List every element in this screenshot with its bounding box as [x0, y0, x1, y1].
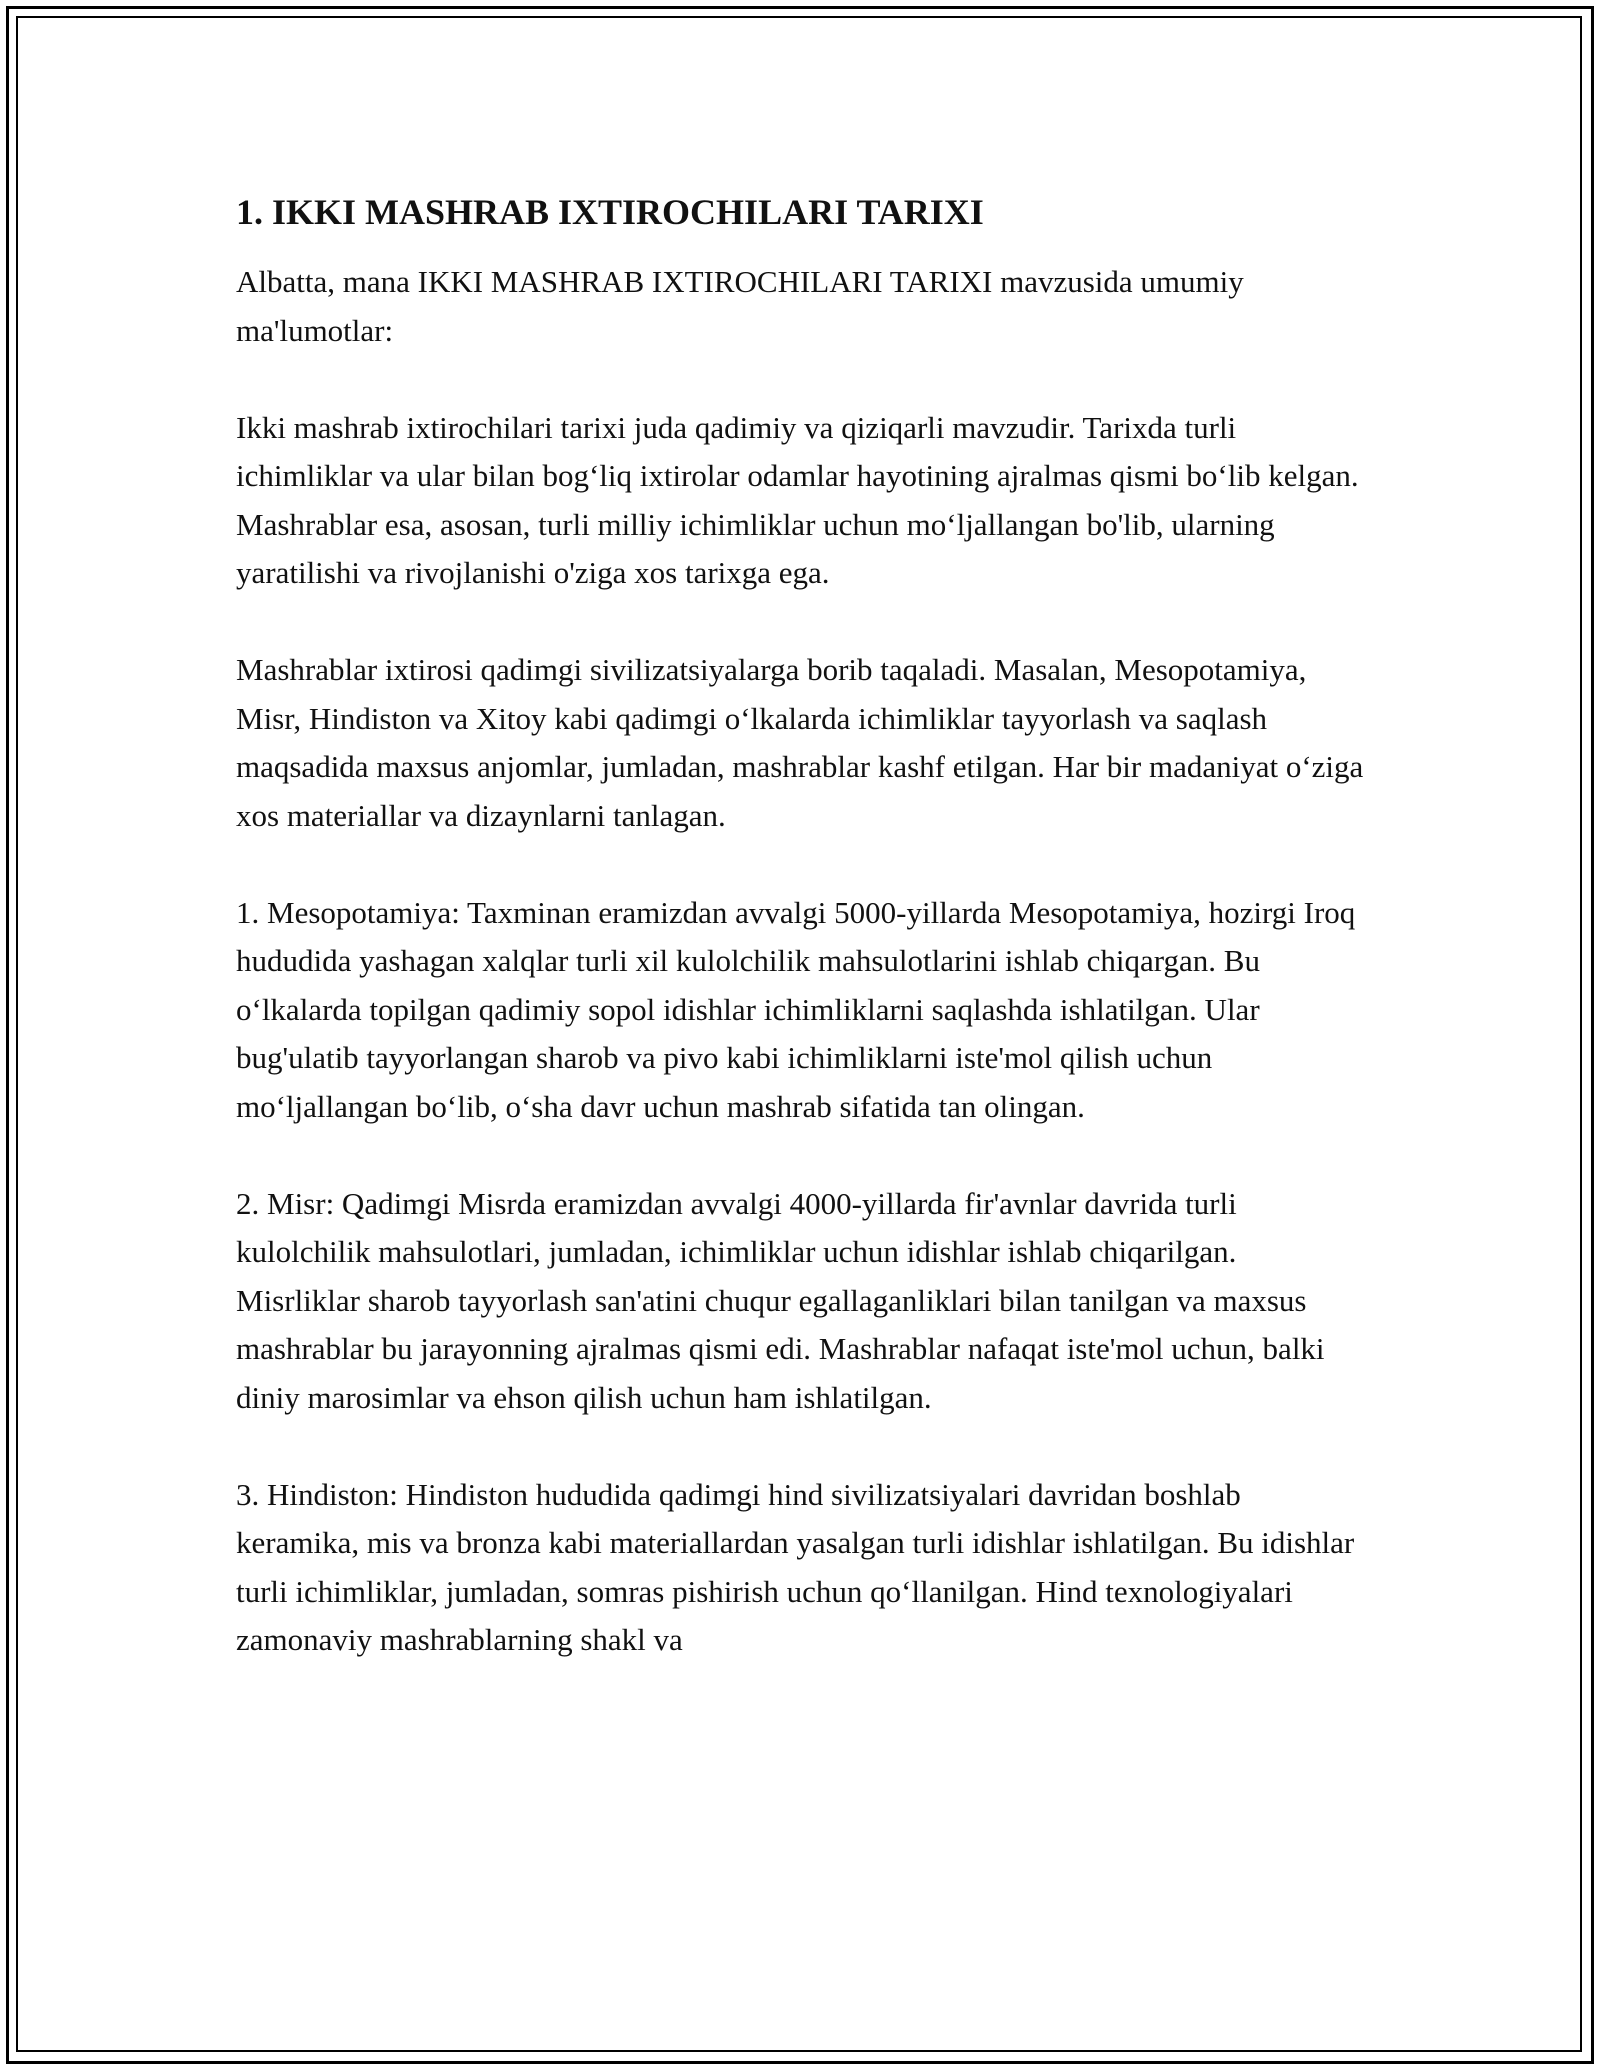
india-paragraph: 3. Hindiston: Hindiston hududida qadimgi hind sivilizatsiyalari davridan boshlab keramika, mis va bronza kabi materiallardan yasalgan turli idishlar ishlatilgan. Bu idishlar turli ichimliklar, jumladan, somras pishirish uchun qo‘llanilgan. Hind texnologiyalari zamonaviy mashrablarning shakl va: [236, 1476, 1355, 1657]
document-body: [236, 188, 1366, 1713]
mesopotamia-paragraph: 1. Mesopotamiya: Taxminan eramizdan avvalgi 5000-yillarda Mesopotamiya, hozirgi Iroq hududida yashagan xalqlar turli xil kulolchilik mahsulotlarini ishlab chiqargan. Bu o‘lkalarda topilgan qadimiy sopol idishlar ichimliklarni saqlashda ishlatilgan. Ular bug'ulatib tayyorlangan sharob va pivo kabi ichimliklarni iste'mol qilish uchun mo‘ljallangan bo‘lib, o‘sha davr uchun mashrab sifatida tan olingan.: [236, 894, 1356, 1124]
history-overview-paragraph: Ikki mashrab ixtirochilari tarixi juda qadimiy va qiziqarli mavzudir. Tarixda turli ichimliklar va ular bilan bog‘liq ixtirolar odamlar hayotining ajralmas qismi bo‘lib kelgan. Mashrablar esa, asosan, turli milliy ichimliklar uchun mo‘ljallangan bo'lib, ularning yaratilishi va rivojlanishi o'ziga xos tarixga ega.: [236, 409, 1359, 590]
document-title: 1. IKKI MASHRAB IXTIROCHILARI TARIXI: [236, 192, 984, 232]
egypt-paragraph: 2. Misr: Qadimgi Misrda eramizdan avvalgi 4000-yillarda fir'avnlar davrida turli kulolchilik mahsulotlari, jumladan, ichimliklar uchun idishlar ishlab chiqarilgan. Misrliklar sharob tayyorlash san'atini chuqur egallaganliklari bilan tanilgan va maxsus mashrablar bu jarayonning ajralmas qismi edi. Mashrablar nafaqat iste'mol uchun, balki diniy marosimlar va ehson qilish uchun ham ishlatilgan.: [236, 1185, 1325, 1415]
origins-paragraph: Mashrablar ixtirosi qadimgi sivilizatsiyalarga borib taqaladi. Masalan, Mesopotamiya, Misr, Hindiston va Xitoy kabi qadimgi o‘lkalarda ichimliklar tayyorlash va saqlash maqsadida maxsus anjomlar, jumladan, mashrablar kashf etilgan. Har bir madaniyat o‘ziga xos materiallar va dizaynlarni tanlagan.: [236, 652, 1364, 833]
intro-paragraph: Albatta, mana IKKI MASHRAB IXTIROCHILARI TARIXI mavzusida umumiy ma'lumotlar:: [236, 264, 1244, 348]
